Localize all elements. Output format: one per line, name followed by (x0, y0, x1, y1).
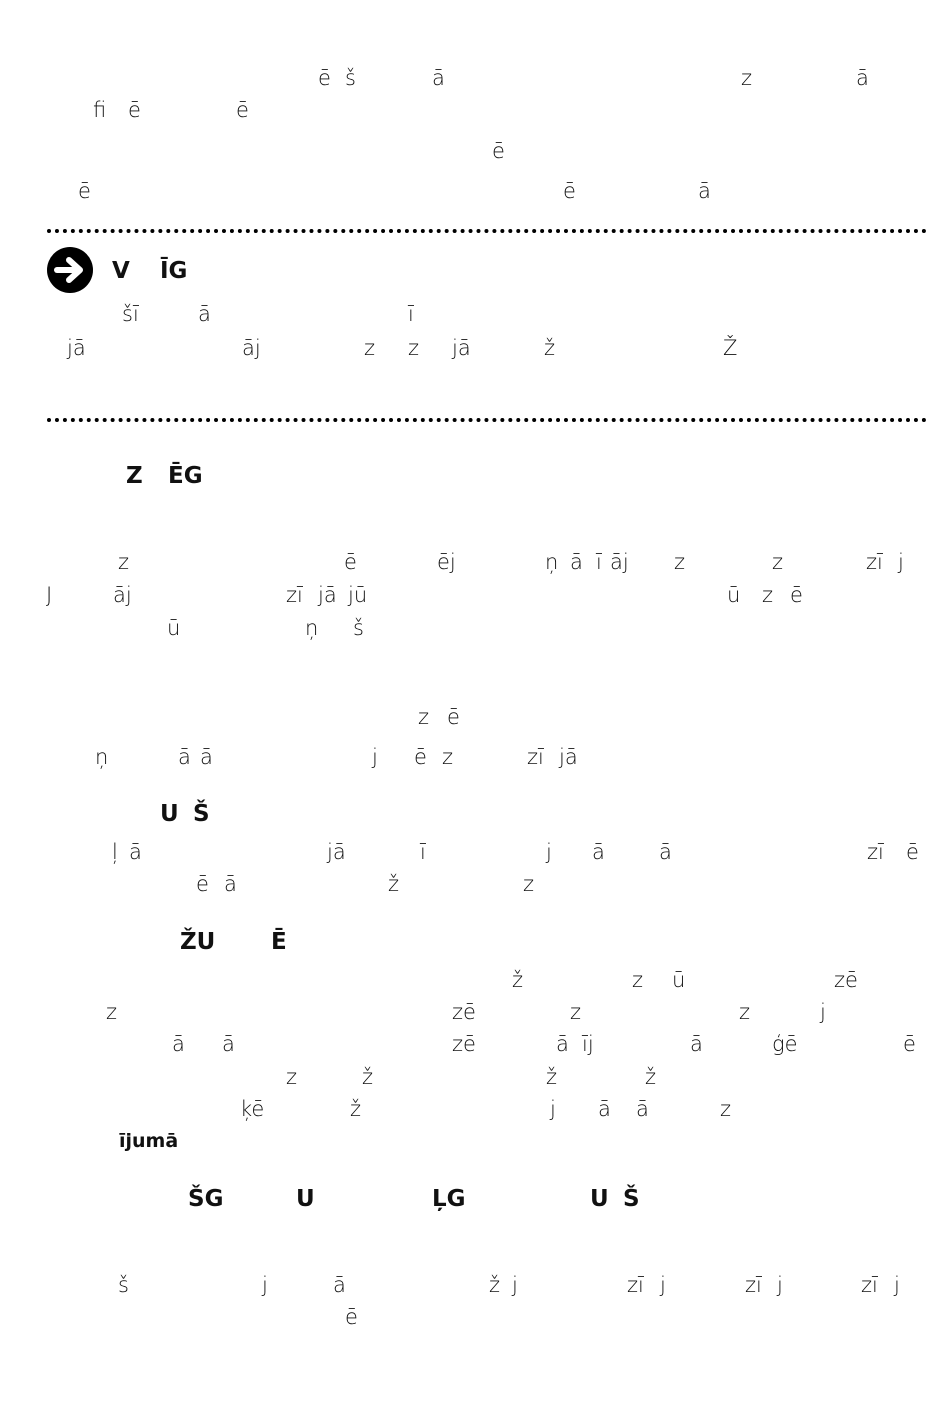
body-frag: ū (167, 616, 181, 640)
body-frag: zī (745, 1273, 762, 1297)
section-title-part: ĻG (432, 1186, 466, 1212)
body-frag: ē (447, 705, 460, 729)
body-frag: ē (903, 1032, 916, 1056)
body-frag: z (106, 1000, 118, 1024)
notice-title-part: ĪG (160, 258, 188, 284)
notice-frag: āj (242, 336, 261, 360)
intro-frag: z (741, 66, 753, 90)
body-frag: ā (222, 1032, 235, 1056)
body-frag: ž (645, 1065, 657, 1089)
body-frag: jā (318, 583, 337, 607)
section-title-part: U (590, 1186, 609, 1212)
section-title-part: Š (623, 1186, 640, 1212)
intro-frag: fi (93, 98, 107, 122)
body-frag: ā (592, 840, 605, 864)
body-frag: āj (610, 550, 629, 574)
body-frag: zī (286, 583, 303, 607)
body-frag: ž (546, 1065, 558, 1089)
notice-frag: ā (198, 302, 211, 326)
body-frag: z (523, 872, 535, 896)
body-frag: ņ (305, 616, 319, 640)
section-title-part: ĒG (168, 463, 203, 489)
intro-frag: ē (78, 179, 91, 203)
notice-frag: z (364, 336, 376, 360)
body-frag: j (546, 840, 552, 864)
body-frag: īj (582, 1032, 594, 1056)
body-frag: z (739, 1000, 751, 1024)
body-frag: ī (420, 840, 426, 864)
body-frag: z (674, 550, 686, 574)
intro-frag: ē (128, 98, 141, 122)
notice-frag: jā (452, 336, 471, 360)
body-frag: ž (489, 1273, 501, 1297)
body-frag: z (418, 705, 430, 729)
body-frag: ā (556, 1032, 569, 1056)
body-frag: ā (172, 1032, 185, 1056)
section-title-part: Ē (271, 929, 287, 955)
body-frag: ā (178, 745, 191, 769)
body-frag: j (898, 550, 904, 574)
dotted-divider (47, 229, 927, 233)
body-frag: ē (906, 840, 919, 864)
intro-frag: ē (492, 139, 505, 163)
arrow-right-circle-icon (47, 247, 93, 293)
intro-frag: ā (856, 66, 869, 90)
body-frag: J (46, 583, 53, 607)
body-frag: z (442, 745, 454, 769)
body-frag: zē (452, 1032, 476, 1056)
body-frag: ā (224, 872, 237, 896)
body-frag: z (762, 583, 774, 607)
body-frag: z (720, 1097, 732, 1121)
notice-frag: z (408, 336, 420, 360)
intro-frag: ē (563, 179, 576, 203)
body-frag: zī (861, 1273, 878, 1297)
notice-frag: jā (67, 336, 86, 360)
body-frag: j (550, 1097, 556, 1121)
body-frag: z (570, 1000, 582, 1024)
intro-frag: š (345, 66, 356, 90)
body-frag: ā (659, 840, 672, 864)
body-frag: ē (790, 583, 803, 607)
body-frag: š (118, 1273, 129, 1297)
notice-frag: ž (544, 336, 556, 360)
notice-frag: ī (408, 302, 414, 326)
body-frag: ņ (545, 550, 559, 574)
notice-frag: šī (122, 302, 139, 326)
body-frag: ā (333, 1273, 346, 1297)
body-frag: ž (362, 1065, 374, 1089)
section-title-part: ŠG (188, 1186, 224, 1212)
section-title-part: U (296, 1186, 315, 1212)
body-frag: jū (348, 583, 368, 607)
section-label: ījumā (119, 1130, 179, 1152)
body-frag: z (286, 1065, 298, 1089)
body-frag: j (512, 1273, 518, 1297)
body-frag: zī (866, 550, 883, 574)
body-frag: j (820, 1000, 826, 1024)
body-frag: ū (727, 583, 741, 607)
body-frag: ā (200, 745, 213, 769)
body-frag: jā (559, 745, 578, 769)
body-frag: š (353, 616, 364, 640)
body-frag: zī (527, 745, 544, 769)
body-frag: j (777, 1273, 783, 1297)
dotted-divider (47, 418, 927, 422)
body-frag: zē (452, 1000, 476, 1024)
body-frag: ž (388, 872, 400, 896)
intro-frag: ā (432, 66, 445, 90)
section-title-part: U (160, 801, 179, 827)
body-frag: j (894, 1273, 900, 1297)
body-frag: j (372, 745, 378, 769)
body-frag: ē (344, 550, 357, 574)
body-frag: ā (690, 1032, 703, 1056)
body-frag: ē (196, 872, 209, 896)
section-title-part: Z (126, 463, 143, 489)
body-frag: ā (570, 550, 583, 574)
body-frag: z (772, 550, 784, 574)
body-frag: ļ (112, 840, 118, 864)
body-frag: zī (867, 840, 884, 864)
intro-frag: ē (236, 98, 249, 122)
body-frag: ē (345, 1305, 358, 1329)
section-title-part: ŽU (180, 929, 216, 955)
notice-frag: Ž (723, 336, 738, 360)
body-frag: j (660, 1273, 666, 1297)
body-frag: ē (414, 745, 427, 769)
intro-frag: ā (698, 179, 711, 203)
notice-title-part: V (112, 258, 130, 284)
body-frag: ģē (772, 1032, 798, 1056)
body-frag: z (118, 550, 130, 574)
body-frag: ķē (240, 1097, 265, 1121)
body-frag: ēj (437, 550, 456, 574)
body-frag: ž (512, 968, 524, 992)
body-frag: ā (636, 1097, 649, 1121)
body-frag: ī (596, 550, 602, 574)
body-frag: zē (834, 968, 858, 992)
body-frag: ņ (95, 745, 109, 769)
section-title-part: Š (193, 801, 210, 827)
body-frag: ā (129, 840, 142, 864)
intro-frag: ē (318, 66, 331, 90)
body-frag: ž (350, 1097, 362, 1121)
body-frag: ū (672, 968, 686, 992)
body-frag: āj (113, 583, 132, 607)
body-frag: z (632, 968, 644, 992)
body-frag: j (262, 1273, 268, 1297)
body-frag: jā (327, 840, 346, 864)
body-frag: zī (627, 1273, 644, 1297)
body-frag: ā (598, 1097, 611, 1121)
